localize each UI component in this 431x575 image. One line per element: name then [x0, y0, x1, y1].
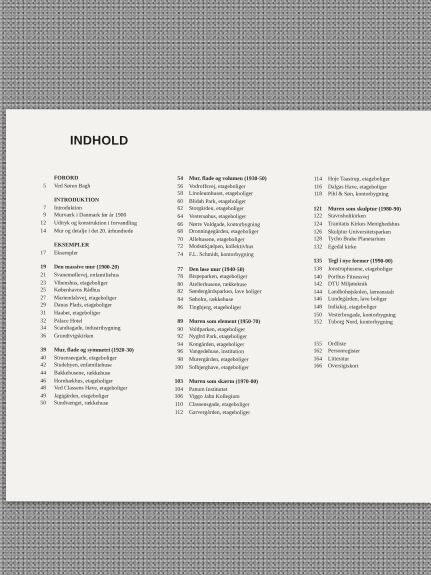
- toc-entry-title: Tingbjerg, etageboliger: [189, 304, 242, 311]
- toc-page-number: 68: [177, 229, 183, 236]
- toc-entry: [6, 401, 161, 409]
- toc-entry-title: Landbohøjskolen, læreanstalt: [328, 289, 394, 296]
- toc-page-number: 42: [40, 362, 46, 369]
- toc-page-number: 31: [40, 310, 46, 317]
- toc-page-number: 164: [313, 356, 322, 363]
- toc-entry-title: Danas Plads, etageboliger: [54, 302, 112, 309]
- toc-page-number: 27: [40, 295, 46, 302]
- toc-page-number: 80: [177, 281, 183, 288]
- toc-page-number: 5: [43, 182, 46, 189]
- toc-page-number: 98: [177, 356, 183, 363]
- toc-entry-title: Struenseegade, etageboliger: [54, 355, 117, 362]
- toc-page-number: 148: [313, 304, 322, 311]
- toc-page-number: 29: [40, 302, 46, 309]
- toc-page-number: 146: [313, 296, 322, 303]
- toc-heading: INDHOLD: [70, 133, 129, 148]
- toc-entry-title: FORORD: [54, 175, 79, 182]
- toc-page-number: 116: [313, 183, 322, 190]
- toc-entry-title: EKSEMPLER: [54, 242, 90, 249]
- toc-entry-title: Oversigtskort: [328, 363, 359, 370]
- toc-entry-title: DTU Miljøteknik: [328, 281, 368, 288]
- toc-page-number: 90: [177, 326, 183, 333]
- toc-entry-title: Mariendalsvej, etageboliger: [54, 295, 117, 302]
- book-page: [6, 109, 431, 502]
- toc-entry-title: Linoleumhuset, etageboliger: [189, 191, 253, 198]
- toc-entry-title: Atelierhusene, rækkehuse: [189, 281, 247, 288]
- toc-entry-title: Bispeparken, etageboliger: [189, 274, 248, 281]
- toc-page-number: [6, 242, 54, 250]
- toc-entry-title: Ved Søren Bagh: [54, 183, 91, 190]
- toc-entry-title: Dalgas Have, etageboliger: [328, 183, 388, 191]
- toc-page-number: 7: [43, 205, 46, 212]
- toc-entry-title: Jagtgården, etageboliger: [54, 393, 109, 400]
- toc-page-number: 25: [40, 287, 46, 294]
- toc-page-number: 110: [174, 401, 183, 408]
- toc-page-number: 56: [177, 183, 183, 190]
- toc-page-number: 122: [313, 213, 322, 220]
- toc-entry-title: Muren som element (1950-70): [189, 318, 261, 326]
- toc-page-number: 64: [177, 213, 183, 220]
- toc-page-number: 152: [313, 319, 322, 326]
- toc-page-number: 126: [313, 228, 322, 235]
- toc-entry-title: Ordliste: [328, 341, 347, 348]
- toc-page-number: 39: [40, 347, 46, 354]
- toc-page-number: 62: [177, 206, 183, 213]
- toc-entry: [299, 191, 429, 199]
- toc-entry-title: Allehusene, etageboliger: [189, 236, 245, 243]
- toc-entry: [6, 183, 161, 191]
- toc-page-number: 34: [40, 325, 46, 332]
- toc-page-number: 89: [177, 318, 183, 325]
- toc-page-number: 92: [177, 334, 183, 341]
- toc-page-number: 50: [40, 400, 46, 407]
- toc-page-number: [6, 175, 54, 183]
- toc-entry-title: Viggo Jahn Kollegium: [189, 394, 240, 401]
- toc-page-number: 12: [40, 220, 46, 227]
- toc-page-number: 19: [40, 264, 46, 271]
- toc-entry-title: Studebyen, enfamiliehuse: [54, 362, 112, 370]
- toc-entry-title: Stavnsholtkirken: [328, 213, 366, 220]
- toc-entry-title: Indiakaj, etageboliger: [328, 304, 377, 311]
- toc-page-number: 128: [313, 236, 322, 243]
- toc-entry-title: Eksempler: [54, 250, 78, 257]
- toc-page-number: 118: [313, 191, 322, 198]
- toc-entry-title: Tuborg Nord, kontorbygning: [328, 319, 393, 326]
- toc-entry-title: Jonstruphusene, etageboliger: [328, 266, 393, 273]
- toc-page-number: 36: [40, 333, 46, 340]
- toc-page-number: 142: [313, 281, 322, 288]
- toc-entry-title: Pihl & Søn, kontorbygning: [328, 191, 389, 198]
- toc-entry-title: Den massive mur (1900-20): [54, 264, 119, 271]
- toc-page-number: 9: [43, 212, 46, 219]
- toc-page-number: 103: [174, 379, 183, 386]
- toc-entry-title: Tegl i nye former (1990-00): [328, 258, 393, 265]
- toc-page-number: 46: [40, 378, 46, 385]
- toc-page-number: 140: [313, 273, 322, 280]
- toc-entry-title: Mur, flade og volumen (1930-50): [189, 175, 267, 183]
- toc-entry-title: Bakkehusene, rækkehuse: [54, 370, 111, 377]
- toc-page-number: 32: [40, 317, 46, 324]
- toc-page-number: 121: [313, 206, 322, 213]
- toc-entry-title: Storgården, etageboliger: [189, 206, 244, 213]
- toc-entry: [160, 252, 300, 260]
- toc-entry-title: Nørre Voldgade, kontorbygning: [189, 221, 261, 228]
- toc-entry-title: Grundtvigskirken: [54, 333, 94, 340]
- toc-page-number: 138: [313, 266, 322, 273]
- toc-entry-title: Vestersøhus, etageboliger: [189, 213, 247, 221]
- toc-page-number: 84: [177, 296, 183, 303]
- toc-entry-title: Svanemøllevej, enfamiliehus: [54, 272, 119, 279]
- toc-column-1: [6, 175, 161, 409]
- toc-entry-title: Mur, flade og symmetri (1920-30): [54, 347, 134, 354]
- toc-entry-title: Den løse mur (1940-50): [189, 266, 245, 273]
- toc-entry-title: Scandiagade, industribygning: [54, 325, 121, 332]
- toc-entry-title: Egedal kirke: [328, 244, 357, 251]
- toc-entry-title: Muren som skulptur (1980-90): [328, 206, 401, 213]
- toc-page-number: [6, 197, 54, 205]
- toc-page-number: 66: [177, 221, 183, 228]
- toc-entry-title: Palace Hotel: [54, 317, 83, 325]
- toc-column-2: [160, 176, 300, 418]
- toc-entry-title: Panum Instituttet: [189, 386, 228, 393]
- toc-entry-title: Mur og detalje i det 20. århundrede: [54, 227, 134, 235]
- toc-entry-title: Murergården, etageboliger: [189, 356, 249, 364]
- toc-page-number: 70: [177, 236, 183, 243]
- toc-entry-title: F.L. Schmidt, kontorbygning: [189, 251, 254, 259]
- toc-page-number: 150: [313, 311, 322, 318]
- toc-entry-title: Blidah Park, etageboliger: [189, 198, 247, 205]
- toc-entry-title: Ved Classens Have, etageboliger: [54, 385, 128, 392]
- toc-page-number: 82: [177, 289, 183, 296]
- toc-page-number: 17: [40, 250, 46, 257]
- toc-page-number: 94: [177, 341, 183, 348]
- toc-page-number: 78: [177, 273, 183, 281]
- toc-page-number: 49: [40, 393, 46, 400]
- toc-page-number: 124: [313, 221, 322, 228]
- toc-entry-title: Tycho Brahe Planetarium: [328, 236, 386, 243]
- toc-entry: [6, 228, 161, 236]
- toc-entry-title: Classensgade, etageboliger: [189, 401, 250, 409]
- toc-entry-title: Skulptur Universitetsparken: [328, 228, 391, 236]
- toc-entry-title: Murværk i Danmark før år 1900: [54, 212, 127, 220]
- toc-entry-title: Hoje Taastrup, etageboliger: [328, 176, 390, 183]
- toc-entry-title: Københavns Rådhus: [54, 287, 101, 294]
- toc-entry-title: Vibenshus, etageboliger: [54, 279, 108, 287]
- toc-entry-title: Litteratur: [328, 356, 350, 363]
- toc-entry-title: Dronningegården, etageboliger: [189, 229, 259, 236]
- toc-entry-title: Solbjerghave, etageboliger: [189, 364, 249, 371]
- toc-entry-title: Søndergårdsparken, lave boliger: [189, 289, 262, 296]
- toc-page-number: 40: [40, 355, 46, 362]
- toc-entry-title: Nyglrd Park, etageboliger: [189, 334, 247, 341]
- toc-page-number: 60: [177, 198, 183, 205]
- toc-page-number: 155: [313, 341, 322, 348]
- toc-entry: [160, 364, 300, 372]
- toc-entry-title: Modstrkjælpen, kollektivhus: [189, 244, 254, 251]
- toc-entry-title: Kongården, etageboliger: [189, 341, 245, 348]
- toc-page-number: 77: [177, 266, 183, 273]
- toc-entry: [299, 319, 429, 327]
- toc-page-number: 14: [40, 227, 46, 234]
- toc-page-number: 21: [40, 272, 46, 279]
- toc-entry: [6, 333, 161, 341]
- toc-entry-title: Haabet, etageboliger: [54, 310, 101, 317]
- toc-page-number: 166: [313, 363, 322, 370]
- toc-page-number: 44: [40, 370, 46, 377]
- toc-page-number: 162: [313, 348, 322, 355]
- toc-page-number: 132: [313, 244, 322, 251]
- toc-entry-title: Søholm, rækkehuse: [189, 296, 234, 303]
- toc-entry: [160, 304, 300, 312]
- toc-entry-title: Garvergården, etageboliger: [189, 409, 251, 416]
- toc-page-number: 100: [174, 364, 183, 371]
- toc-page-number: 144: [313, 289, 322, 296]
- toc-entry-title: Sundvænget, rækkehuse: [54, 400, 109, 408]
- toc-entry-title: INTRODUKTION: [54, 197, 100, 204]
- toc-entry: [299, 364, 429, 372]
- toc-page-number: 96: [177, 349, 183, 356]
- toc-column-3: [299, 176, 429, 372]
- toc-entry-title: Hornbækhus, etageboliger: [54, 378, 114, 385]
- toc-entry-title: Lundegården, lave boliger: [328, 296, 387, 303]
- toc-entry-title: Personregister: [328, 348, 361, 355]
- toc-entry-title: Muren som skærm (1970-00): [189, 379, 259, 386]
- toc-entry-title: Vesterbrogade, kontorbygning: [328, 311, 396, 319]
- toc-entry-title: Vodroffsvej, etageboliger: [189, 183, 246, 190]
- toc-entry: [160, 409, 300, 417]
- toc-entry-title: Introduktion: [54, 205, 82, 212]
- toc-page-number: 104: [174, 386, 183, 393]
- toc-page-number: 74: [177, 251, 183, 258]
- toc-page-number: 135: [313, 258, 322, 265]
- toc-page-number: 86: [177, 304, 183, 311]
- toc-page-number: 72: [177, 244, 183, 251]
- toc-entry-title: Voldparken, etageboliger: [189, 326, 246, 333]
- toc-page-number: 23: [40, 279, 46, 286]
- toc-entry-title: Udtryk og konstruktion i forvandling: [54, 220, 137, 227]
- toc-entry-title: Porthus Fitnessvej: [328, 273, 370, 281]
- toc-entry-title: Vangedehuse, institution: [189, 349, 244, 356]
- toc-page-number: 106: [174, 394, 183, 401]
- toc-entry-title: Tranitatis Kirkes Menighedshus: [328, 221, 400, 228]
- toc-page-number: 114: [313, 176, 322, 183]
- toc-page-number: 54: [177, 175, 183, 182]
- toc-page-number: 58: [177, 191, 183, 198]
- toc-page-number: 112: [174, 409, 183, 416]
- toc-page-number: 48: [40, 385, 46, 392]
